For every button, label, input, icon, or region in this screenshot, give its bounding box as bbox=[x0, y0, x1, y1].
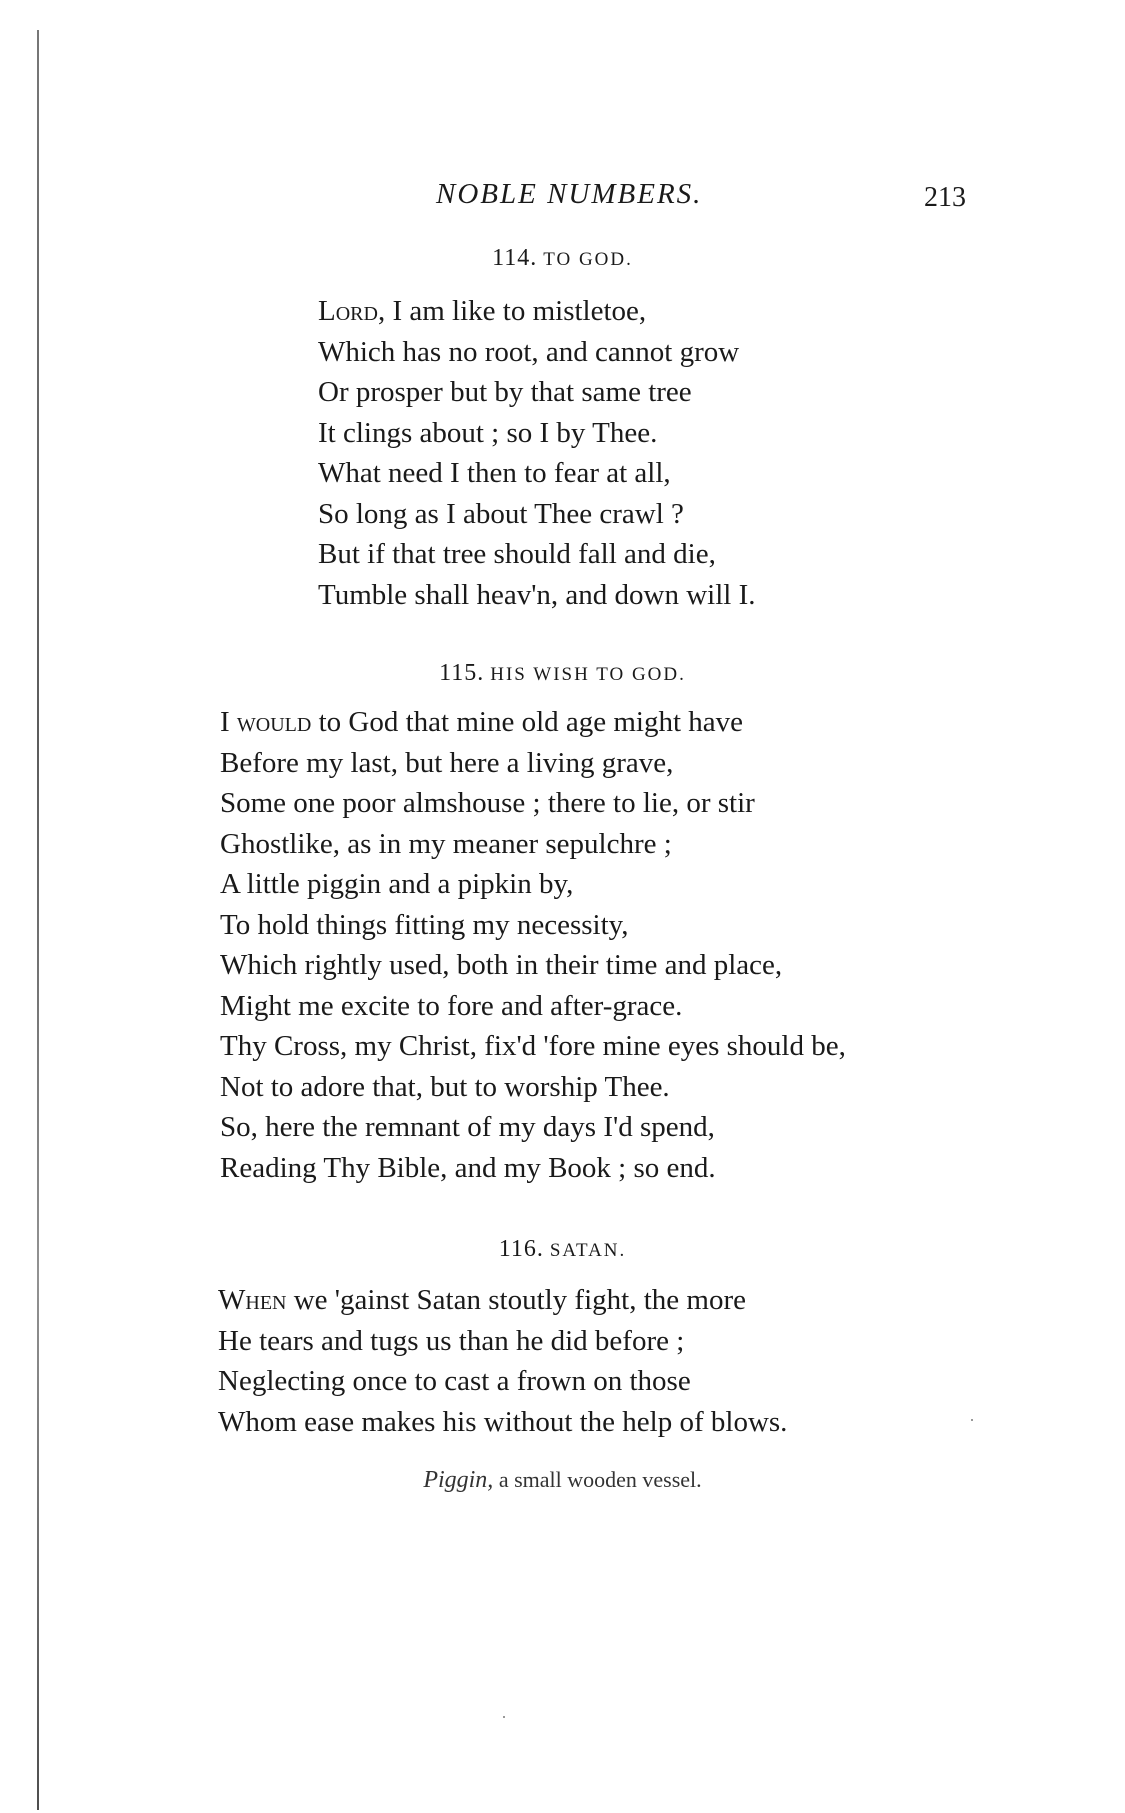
poem-title-116 bbox=[0, 1236, 1125, 1263]
page-number: 213 bbox=[924, 182, 966, 213]
poem-115-stanza bbox=[220, 702, 846, 1188]
poem-line: Before my last, but here a living grave, bbox=[220, 746, 674, 779]
footnote-definition: a small wooden vessel. bbox=[493, 1467, 702, 1492]
poem-line: Not to adore that, but to worship Thee. bbox=[220, 1070, 670, 1103]
poem-114-stanza bbox=[318, 291, 756, 615]
poem-line bbox=[218, 1280, 787, 1321]
poem-line: A little piggin and a pipkin by, bbox=[220, 868, 574, 900]
poem-line: Might me excite to fore and after-grace. bbox=[220, 989, 683, 1022]
poem-title-115 bbox=[0, 660, 1125, 687]
poem-line: But if that tree should fall and die, bbox=[318, 538, 716, 570]
poem-line: He tears and tugs us than he did before ; bbox=[218, 1324, 685, 1357]
running-head bbox=[0, 178, 1125, 228]
poem-line bbox=[318, 291, 756, 332]
poem-line: Thy Cross, my Christ, fix'd 'fore mine eyes should be, bbox=[220, 1030, 846, 1062]
poem-number: 115. bbox=[439, 660, 485, 686]
poem-line: What need I then to fear at all, bbox=[318, 457, 671, 489]
footnote bbox=[0, 1467, 1125, 1494]
poem-line: Ghostlike, as in my meaner sepulchre ; bbox=[220, 827, 672, 860]
poem-line: Whom ease makes his without the help of blows. bbox=[218, 1405, 788, 1438]
poem-line: Neglecting once to cast a frown on those bbox=[218, 1365, 691, 1397]
line-text: I am like to mistletoe, bbox=[385, 295, 647, 327]
poem-116-stanza bbox=[218, 1280, 787, 1442]
paper-speck bbox=[503, 1716, 505, 1718]
opening-word: Lord, bbox=[318, 295, 386, 327]
poem-line: Reading Thy Bible, and my Book ; so end. bbox=[220, 1151, 716, 1184]
poem-line: So, here the remnant of my days I'd spend, bbox=[220, 1111, 715, 1143]
poem-line: It clings about ; so I by Thee. bbox=[318, 416, 658, 449]
paper-speck bbox=[971, 1419, 973, 1421]
poem-line: To hold things fitting my necessity, bbox=[220, 908, 629, 941]
poem-title-text: HIS WISH TO GOD. bbox=[490, 664, 686, 685]
footnote-term: Piggin, bbox=[423, 1467, 494, 1493]
poem-title-114 bbox=[0, 245, 1125, 272]
poem-line: Which has no root, and cannot grow bbox=[318, 335, 740, 368]
poem-line: Which rightly used, both in their time and place, bbox=[220, 949, 783, 981]
poem-number: 116. bbox=[498, 1236, 544, 1262]
poem-line bbox=[220, 702, 846, 743]
line-text: we 'gainst Satan stoutly fight, the more bbox=[286, 1284, 746, 1316]
opening-word: When bbox=[218, 1284, 287, 1316]
poem-line: So long as I about Thee crawl ? bbox=[318, 497, 684, 530]
poem-line: Tumble shall heav'n, and down will I. bbox=[318, 578, 756, 611]
page-margin-line bbox=[37, 30, 39, 1810]
poem-number: 114. bbox=[492, 245, 538, 271]
poem-line: Or prosper but by that same tree bbox=[318, 376, 692, 408]
poem-title-text: TO GOD. bbox=[543, 249, 633, 270]
line-text: to God that mine old age might have bbox=[311, 706, 744, 738]
poem-title-text: SATAN. bbox=[549, 1240, 627, 1261]
poem-line: Some one poor almshouse ; there to lie, or stir bbox=[220, 787, 755, 819]
running-title: NOBLE NUMBERS. bbox=[436, 178, 703, 210]
opening-word: I would bbox=[220, 706, 312, 738]
